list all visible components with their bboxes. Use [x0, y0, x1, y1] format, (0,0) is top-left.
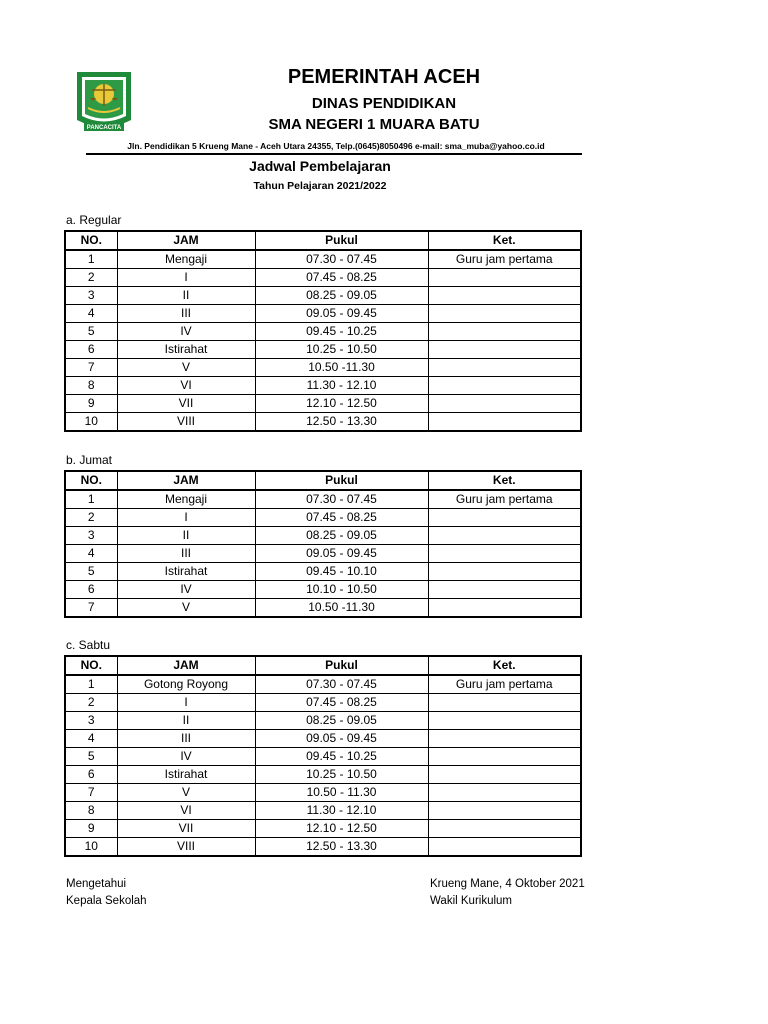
- cell-jam: IV: [117, 323, 255, 341]
- cell-no: 6: [65, 341, 117, 359]
- table-row: [65, 599, 581, 618]
- cell-no: 10: [65, 838, 117, 857]
- header-address: Jln. Pendidikan 5 Krueng Mane - Aceh Utara 24355, Telp.(0645)8050496 e-mail: sma_muba@yahoo.co.id: [127, 141, 545, 151]
- col-header-jam: JAM: [117, 471, 255, 490]
- cell-ket: Guru jam pertama: [428, 490, 581, 509]
- cell-no: 1: [65, 250, 117, 269]
- cell-ket: Guru jam pertama: [428, 250, 581, 269]
- table-row: [65, 323, 581, 341]
- table-row: [65, 563, 581, 581]
- cell-jam: Istirahat: [117, 341, 255, 359]
- cell-pukul: 09.05 - 09.45: [255, 730, 428, 748]
- cell-no: 5: [65, 748, 117, 766]
- cell-pukul: 08.25 - 09.05: [255, 287, 428, 305]
- cell-pukul: 09.45 - 10.25: [255, 748, 428, 766]
- table-row: [65, 748, 581, 766]
- cell-no: 1: [65, 490, 117, 509]
- cell-pukul: 12.50 - 13.30: [255, 838, 428, 857]
- cell-no: 4: [65, 305, 117, 323]
- col-header-jam: JAM: [117, 231, 255, 250]
- cell-jam: VII: [117, 395, 255, 413]
- cell-no: 2: [65, 269, 117, 287]
- table-row: [65, 581, 581, 599]
- cell-no: 1: [65, 675, 117, 694]
- table-row: [65, 694, 581, 712]
- cell-pukul: 07.45 - 08.25: [255, 509, 428, 527]
- cell-pukul: 11.30 - 12.10: [255, 377, 428, 395]
- cell-jam: III: [117, 305, 255, 323]
- cell-no: 5: [65, 323, 117, 341]
- table-row: [65, 250, 581, 269]
- cell-no: 2: [65, 509, 117, 527]
- cell-no: 3: [65, 712, 117, 730]
- cell-jam: Mengaji: [117, 490, 255, 509]
- col-header-no: NO.: [65, 231, 117, 250]
- cell-no: 9: [65, 395, 117, 413]
- cell-no: 6: [65, 766, 117, 784]
- table-row: [65, 269, 581, 287]
- cell-ket: [428, 527, 581, 545]
- cell-no: 5: [65, 563, 117, 581]
- cell-ket: [428, 545, 581, 563]
- cell-no: 10: [65, 413, 117, 432]
- table-row: [65, 527, 581, 545]
- cell-ket: [428, 712, 581, 730]
- cell-no: 9: [65, 820, 117, 838]
- table-row: [65, 490, 581, 509]
- col-header-ket: Ket.: [428, 231, 581, 250]
- col-header-pukul: Pukul: [255, 471, 428, 490]
- cell-jam: III: [117, 730, 255, 748]
- table-row: [65, 395, 581, 413]
- cell-ket: [428, 305, 581, 323]
- section-label-regular: a. Regular: [66, 213, 122, 227]
- table-row: [65, 730, 581, 748]
- cell-jam: Mengaji: [117, 250, 255, 269]
- cell-jam: V: [117, 599, 255, 618]
- cell-ket: [428, 748, 581, 766]
- cell-ket: [428, 269, 581, 287]
- cell-no: 3: [65, 287, 117, 305]
- cell-jam: I: [117, 269, 255, 287]
- header-government: PEMERINTAH ACEH: [287, 66, 481, 88]
- cell-pukul: 12.10 - 12.50: [255, 395, 428, 413]
- col-header-no: NO.: [65, 471, 117, 490]
- cell-pukul: 10.50 -11.30: [255, 599, 428, 618]
- signature-left: [66, 876, 147, 910]
- cell-ket: [428, 563, 581, 581]
- cell-ket: [428, 784, 581, 802]
- signature-right-line1: Krueng Mane, 4 Oktober 2021: [430, 878, 585, 890]
- schedule-table-regular: [64, 230, 582, 432]
- cell-ket: [428, 599, 581, 618]
- section-label-sabtu: c. Sabtu: [66, 638, 111, 652]
- cell-ket: [428, 730, 581, 748]
- table-row: [65, 820, 581, 838]
- table-row: [65, 766, 581, 784]
- header-agency: DINAS PENDIDIKAN: [311, 95, 457, 112]
- cell-no: 3: [65, 527, 117, 545]
- table-header-row: [65, 471, 581, 490]
- cell-pukul: 10.10 - 10.50: [255, 581, 428, 599]
- schedule-table-jumat: [64, 470, 582, 618]
- cell-jam: IV: [117, 748, 255, 766]
- cell-ket: [428, 359, 581, 377]
- cell-ket: [428, 323, 581, 341]
- cell-ket: [428, 287, 581, 305]
- cell-pukul: 07.30 - 07.45: [255, 250, 428, 269]
- cell-jam: II: [117, 712, 255, 730]
- cell-jam: Istirahat: [117, 563, 255, 581]
- cell-no: 8: [65, 802, 117, 820]
- signature-right-line2: Wakil Kurikulum: [430, 895, 513, 907]
- cell-no: 2: [65, 694, 117, 712]
- cell-pukul: 09.45 - 10.10: [255, 563, 428, 581]
- table-row: [65, 712, 581, 730]
- table-row: [65, 802, 581, 820]
- cell-jam: IV: [117, 581, 255, 599]
- cell-jam: I: [117, 509, 255, 527]
- col-header-pukul: Pukul: [255, 231, 428, 250]
- cell-no: 4: [65, 545, 117, 563]
- cell-no: 7: [65, 599, 117, 618]
- academic-year: Tahun Pelajaran 2021/2022: [253, 180, 387, 192]
- col-header-no: NO.: [65, 656, 117, 675]
- table-row: [65, 377, 581, 395]
- col-header-ket: Ket.: [428, 471, 581, 490]
- cell-ket: Guru jam pertama: [428, 675, 581, 694]
- cell-pukul: 10.50 - 11.30: [255, 784, 428, 802]
- cell-pukul: 09.05 - 09.45: [255, 545, 428, 563]
- cell-jam: V: [117, 359, 255, 377]
- table-header-row: [65, 231, 581, 250]
- cell-pukul: 07.30 - 07.45: [255, 490, 428, 509]
- cell-ket: [428, 341, 581, 359]
- signature-left-line1: Mengetahui: [66, 878, 127, 890]
- page-title: Jadwal Pembelajaran: [249, 158, 391, 174]
- cell-jam: III: [117, 545, 255, 563]
- table-row: [65, 287, 581, 305]
- cell-jam: I: [117, 694, 255, 712]
- cell-ket: [428, 694, 581, 712]
- cell-pukul: 10.50 -11.30: [255, 359, 428, 377]
- cell-jam: VIII: [117, 413, 255, 432]
- cell-pukul: 11.30 - 12.10: [255, 802, 428, 820]
- cell-ket: [428, 395, 581, 413]
- table-row: [65, 838, 581, 857]
- cell-jam: VIII: [117, 838, 255, 857]
- cell-pukul: 07.30 - 07.45: [255, 675, 428, 694]
- section-label-jumat: b. Jumat: [66, 453, 113, 467]
- table-row: [65, 413, 581, 432]
- col-header-ket: Ket.: [428, 656, 581, 675]
- cell-pukul: 08.25 - 09.05: [255, 712, 428, 730]
- table-row: [65, 545, 581, 563]
- cell-jam: VII: [117, 820, 255, 838]
- cell-no: 7: [65, 359, 117, 377]
- table-row: [65, 784, 581, 802]
- header-school: SMA NEGERI 1 MUARA BATU: [268, 116, 480, 133]
- cell-ket: [428, 766, 581, 784]
- cell-pukul: 10.25 - 10.50: [255, 766, 428, 784]
- cell-ket: [428, 509, 581, 527]
- cell-jam: Gotong Royong: [117, 675, 255, 694]
- cell-jam: II: [117, 527, 255, 545]
- logo-caption: PANCACITA: [86, 125, 122, 131]
- cell-no: 8: [65, 377, 117, 395]
- schedule-table-sabtu: [64, 655, 582, 857]
- table-row: [65, 305, 581, 323]
- table-header-row: [65, 656, 581, 675]
- signature-left-line2: Kepala Sekolah: [66, 895, 147, 907]
- cell-jam: V: [117, 784, 255, 802]
- cell-ket: [428, 802, 581, 820]
- table-row: [65, 509, 581, 527]
- cell-pukul: 09.05 - 09.45: [255, 305, 428, 323]
- cell-ket: [428, 820, 581, 838]
- cell-ket: [428, 581, 581, 599]
- cell-pukul: 08.25 - 09.05: [255, 527, 428, 545]
- col-header-pukul: Pukul: [255, 656, 428, 675]
- cell-pukul: 12.10 - 12.50: [255, 820, 428, 838]
- table-row: [65, 675, 581, 694]
- cell-pukul: 09.45 - 10.25: [255, 323, 428, 341]
- cell-no: 7: [65, 784, 117, 802]
- cell-ket: [428, 377, 581, 395]
- cell-pukul: 07.45 - 08.25: [255, 269, 428, 287]
- table-row: [65, 359, 581, 377]
- cell-pukul: 07.45 - 08.25: [255, 694, 428, 712]
- cell-no: 6: [65, 581, 117, 599]
- cell-pukul: 12.50 - 13.30: [255, 413, 428, 432]
- cell-jam: VI: [117, 377, 255, 395]
- signature-right: [430, 876, 585, 910]
- col-header-jam: JAM: [117, 656, 255, 675]
- cell-jam: Istirahat: [117, 766, 255, 784]
- cell-ket: [428, 413, 581, 432]
- table-row: [65, 341, 581, 359]
- cell-jam: II: [117, 287, 255, 305]
- cell-jam: VI: [117, 802, 255, 820]
- cell-pukul: 10.25 - 10.50: [255, 341, 428, 359]
- cell-ket: [428, 838, 581, 857]
- header-divider: [86, 153, 582, 155]
- cell-no: 4: [65, 730, 117, 748]
